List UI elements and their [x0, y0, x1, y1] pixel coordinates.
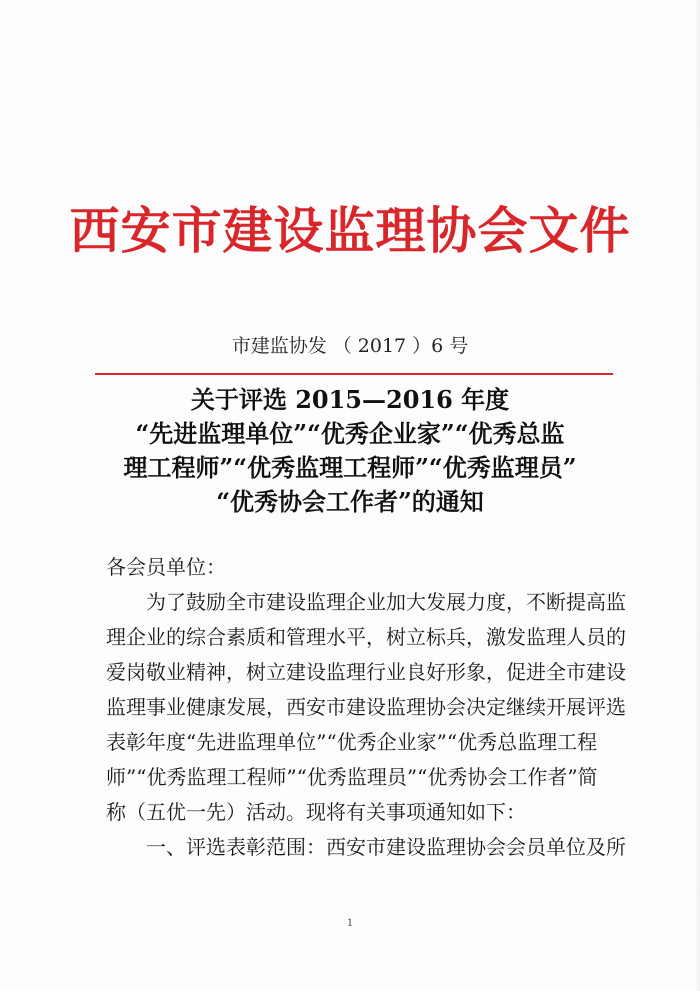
notice-body: [106, 550, 636, 865]
notice-title-line: “先进监理单位”“优秀企业家”“优秀总监: [135, 419, 565, 448]
notice-title-line: “优秀协会工作者”的通知: [216, 487, 484, 516]
paragraph-line: 理企业的综合素质和管理水平，树立标兵，激发监理人员的: [106, 625, 626, 649]
paragraph-line: 爱岗敬业精神，树立建设监理行业良好形象，促进全市建设: [106, 660, 626, 684]
paragraph-line: 表彰年度“先进监理单位”“优秀企业家”“优秀总监理工程: [106, 730, 598, 754]
notice-title-line: 理工程师”“优秀监理工程师”“优秀监理员”: [123, 453, 577, 482]
document-number: 市建监协发 （ 2017 ）6 号: [231, 335, 469, 357]
document-header-title: 西安市建设监理协会文件: [69, 201, 631, 260]
notice-title-line: 关于评选 2015—2016 年度: [190, 385, 510, 414]
paragraph-line: 师”“优秀监理工程师”“优秀监理员”“优秀协会工作者”简: [106, 765, 598, 789]
paragraph-line: 称（五优一先）活动。现将有关事项通知如下：: [106, 800, 526, 824]
paragraph-line: 为了鼓励全市建设监理企业加大发展力度，不断提高监: [146, 590, 626, 614]
salutation: 各会员单位：: [106, 555, 226, 579]
notice-title: [100, 383, 600, 519]
section-heading-line: 一、评选表彰范围：西安市建设监理协会会员单位及所: [146, 835, 626, 859]
page-edge-shadow: [694, 0, 700, 991]
paragraph-line: 监理事业健康发展，西安市建设监理协会决定继续开展评选: [106, 695, 626, 719]
red-divider-line: [95, 373, 613, 375]
page-number: 1: [346, 918, 354, 929]
